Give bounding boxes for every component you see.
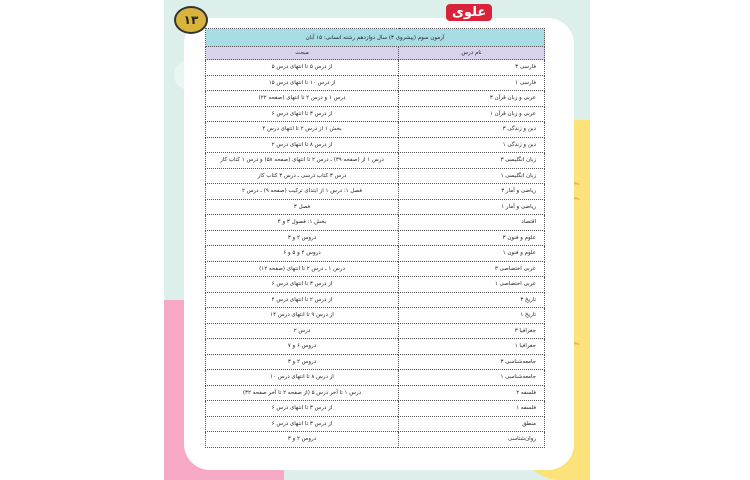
exam-schedule-table [205, 28, 545, 448]
topic-cell: درس ۲ [206, 323, 399, 339]
subject-cell: منطق [399, 416, 545, 432]
topic-cell: از درس ۳ تا انتهای درس ۶ [206, 401, 399, 417]
brand-logo: علوی [446, 4, 492, 21]
table-row [206, 339, 545, 355]
topic-cell: درس ۱ تا آخر درس ۵ (از صفحه ۲ تا آخر صفحه ۳۲) [206, 385, 399, 401]
topic-cell: از درس ۹ تا انتهای درس ۱۴ [206, 308, 399, 324]
subject-cell: علوم و فنون ۳ [399, 230, 545, 246]
subject-cell: دین و زندگی ۱ [399, 137, 545, 153]
topic-cell: دروس ۲ و ۳ [206, 432, 399, 448]
table-row [206, 432, 545, 448]
topic-cell: از درس ۵ تا انتهای درس ۵ [206, 60, 399, 76]
topic-cell: دروس ۲ و ۳ [206, 354, 399, 370]
subject-cell: جامعه‌شناسی ۳ [399, 354, 545, 370]
table-row [206, 91, 545, 107]
subject-cell: تاریخ ۳ [399, 292, 545, 308]
topic-cell: از درس ۲ تا انتهای درس ۴ [206, 292, 399, 308]
topic-cell: دروس ۶ و ۷ [206, 339, 399, 355]
table-row [206, 401, 545, 417]
subject-cell: جامعه‌شناسی ۱ [399, 370, 545, 386]
topic-cell: از درس ۳ تا انتهای درس ۶ [206, 416, 399, 432]
table-row [206, 137, 545, 153]
subject-cell: ریاضی و آمار ۱ [399, 199, 545, 215]
table-row [206, 354, 545, 370]
table-row [206, 184, 545, 200]
subject-cell: اقتصاد [399, 215, 545, 231]
subject-cell: فارسی ۱ [399, 75, 545, 91]
subject-cell: جغرافیا ۱ [399, 339, 545, 355]
table-row [206, 168, 545, 184]
table-row [206, 323, 545, 339]
table-row [206, 60, 545, 76]
subject-cell: فلسفه ۲ [399, 385, 545, 401]
table-row [206, 106, 545, 122]
topic-cell: از درس ۱۰ تا انتهای درس ۱۵ [206, 75, 399, 91]
table-row [206, 385, 545, 401]
page-number-badge: ۱۳ [174, 6, 208, 34]
topic-cell: فصل ۳ [206, 199, 399, 215]
subject-cell: زبان انگلیسی ۳ [399, 153, 545, 169]
subject-cell: فارسی ۳ [399, 60, 545, 76]
header-topic: مبحث [206, 47, 399, 60]
table-row [206, 292, 545, 308]
subject-cell: فلسفه ۱ [399, 401, 545, 417]
table-row [206, 153, 545, 169]
table-row [206, 261, 545, 277]
topic-cell: بخش ۱: فصول ۳ و ۴ [206, 215, 399, 231]
topic-cell: دروس ۲ و ۳ [206, 230, 399, 246]
table-row [206, 122, 545, 138]
table-title: آزمون سوم (پیشروی ۳) سال دوازدهم رشته انسانی: ۱۵ آبان [206, 29, 545, 47]
subject-cell: عربی اختصاصی ۳ [399, 261, 545, 277]
table-row [206, 308, 545, 324]
table-row [206, 277, 545, 293]
subject-cell: ریاضی و آمار ۳ [399, 184, 545, 200]
table-row [206, 230, 545, 246]
table-row [206, 370, 545, 386]
subject-cell: زبان انگلیسی ۱ [399, 168, 545, 184]
subject-cell: عربی و زبان قرآن ۳ [399, 91, 545, 107]
header-subject: نام درس [399, 47, 545, 60]
topic-cell: از درس ۸ تا انتهای درس ۱۰ [206, 370, 399, 386]
subject-cell: جغرافیا ۳ [399, 323, 545, 339]
table-row [206, 416, 545, 432]
subject-cell: روان‌شناسی [399, 432, 545, 448]
subject-cell: تاریخ ۱ [399, 308, 545, 324]
table-row [206, 75, 545, 91]
table-row [206, 246, 545, 262]
subject-cell: عربی اختصاصی ۱ [399, 277, 545, 293]
table-row [206, 215, 545, 231]
topic-cell: از درس ۳ تا انتهای درس ۶ [206, 106, 399, 122]
subject-cell: عربی و زبان قرآن ۱ [399, 106, 545, 122]
topic-cell: از درس ۸ تا انتهای درس ۲ [206, 137, 399, 153]
subject-cell: دین و زندگی ۳ [399, 122, 545, 138]
topic-cell: درس ۱ از (صفحه ۳۹) ـ درس ۲ تا انتهای (صفحه ۵۸) و درس ۱ کتاب کار [206, 153, 399, 169]
topic-cell: درس ۱ و درس ۲ تا انتهای (صفحه ۲۲) [206, 91, 399, 107]
topic-cell: بخش ۱ از درس ۲ تا انتهای درس ۴ [206, 122, 399, 138]
topic-cell: دروس ۴ و ۵ و ۶ [206, 246, 399, 262]
table-row [206, 199, 545, 215]
topic-cell: درس ۱ ـ درس ۲ تا انتهای (صفحه ۱۲) [206, 261, 399, 277]
topic-cell: از درس ۳ تا انتهای درس ۶ [206, 277, 399, 293]
topic-cell: فصل ۱: درس ۱ از ابتدای ترکیب (صفحه ۹) ـ درس ۲ [206, 184, 399, 200]
subject-cell: علوم و فنون ۱ [399, 246, 545, 262]
topic-cell: درس ۳ کتاب درسی ـ درس ۳ کتاب کار [206, 168, 399, 184]
